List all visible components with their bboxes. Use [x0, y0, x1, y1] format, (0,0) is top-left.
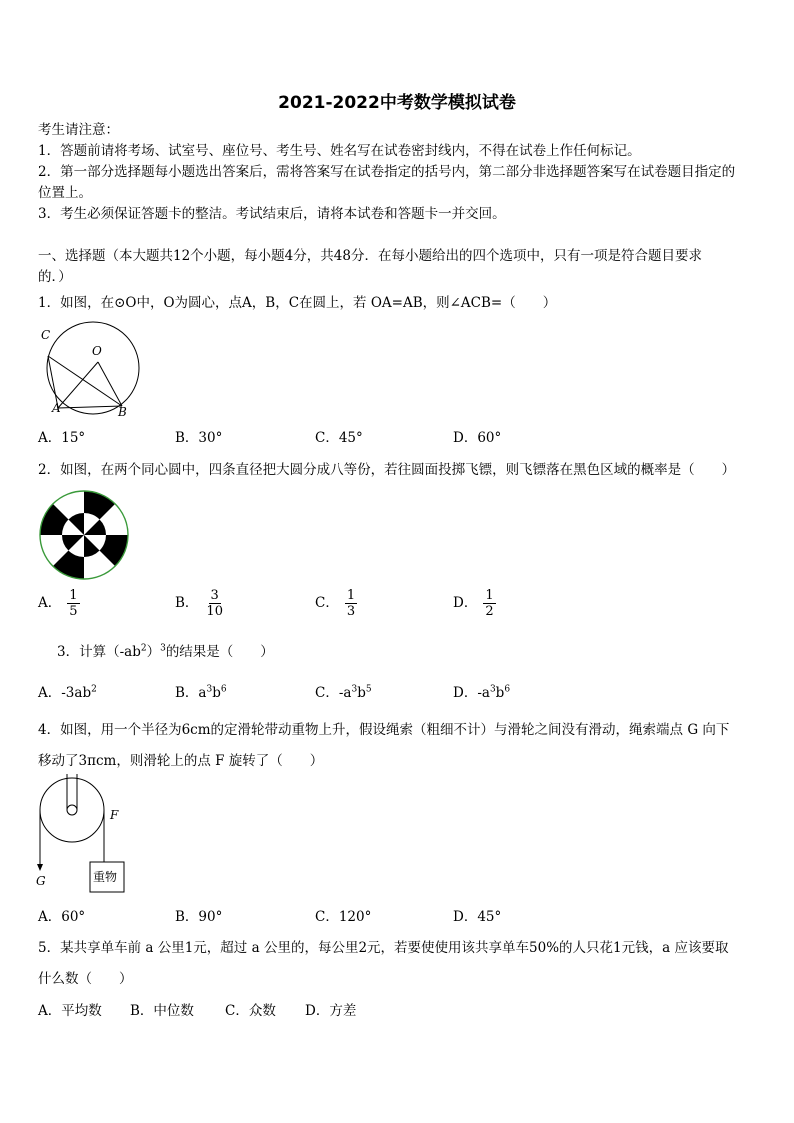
q5-option-d: D．方差: [305, 1003, 357, 1019]
notice-line-4: 3．考生必须保证答题卡的整洁。考试结束后，请将本试卷和答题卡一并交回。: [38, 206, 506, 222]
question-5-line-2: 什么数（ ）: [38, 971, 133, 987]
section1-line-1: 一、选择题（本大题共12个小题，每小题4分，共48分．在每小题给出的四个选项中，只有一项是符合题目要求: [38, 248, 702, 264]
q1-option-d: D．60°: [453, 430, 502, 446]
notice-heading: 考生请注意：: [38, 122, 119, 138]
q2-option-a: A． $\frac{1}{5}$: [38, 588, 78, 619]
q4-pulley-figure: [34, 772, 130, 898]
q3-option-b: B．$a^3b^6$: [175, 684, 227, 701]
q1-label-a: A: [52, 401, 61, 415]
q1-option-c: C．45°: [315, 430, 363, 446]
q4-label-f: F: [110, 808, 119, 822]
q3-option-d: D．$-a^3b^6$: [453, 684, 511, 701]
q2-option-c: C． $\frac{1}{3}$: [315, 588, 356, 619]
q5-option-c: C．众数: [225, 1003, 276, 1019]
q4-option-b: B．90°: [175, 909, 223, 925]
notice-line-1: 1．答题前请将考场、试室号、座位号、考生号、姓名写在试卷密封线内，不得在试卷上作任何标记。: [38, 143, 641, 159]
question-1-text: 1．如图，在⊙O中，O为圆心，点A，B，C在圆上，若 OA=AB，则∠ACB=（ ）: [38, 295, 557, 311]
q1-label-o: O: [92, 344, 102, 358]
notice-line-3: 位置上。: [38, 185, 92, 201]
q1-option-b: B．30°: [175, 430, 223, 446]
q4-weight-label: 重物: [93, 870, 118, 884]
q3-option-a: A．$-3ab^2$: [38, 684, 97, 701]
q4-label-g: G: [36, 874, 46, 888]
q4-option-d: D．45°: [453, 909, 502, 925]
q3-option-c: C．$-a^3b^5$: [315, 684, 372, 701]
q5-option-a: A．平均数: [38, 1003, 102, 1019]
question-2-text: 2．如图，在两个同心圆中，四条直径把大圆分成八等份，若往圆面投掷飞镖，则飞镖落在黑色区域的概率是（ ）: [38, 462, 736, 478]
page-title: 2021-2022中考数学模拟试卷: [278, 93, 516, 113]
q4-option-a: A．60°: [38, 909, 86, 925]
q2-target-figure: [36, 488, 132, 582]
q5-option-b: B．中位数: [130, 1003, 194, 1019]
section1-line-2: 的．）: [38, 269, 72, 285]
q1-label-c: C: [41, 328, 51, 342]
q1-circle-figure: [36, 318, 150, 422]
question-3-text: 3．计算$(-ab^2)^3$的结果是（ ）: [57, 643, 274, 660]
notice-line-2: 2．第一部分选择题每小题选出答案后，需将答案写在试卷指定的括号内，第二部分非选择题答案写在试卷题目指定的: [38, 164, 736, 180]
q4-option-c: C．120°: [315, 909, 372, 925]
q2-option-b: B． $\frac{3}{10}$: [175, 588, 223, 619]
q1-label-b: B: [118, 405, 127, 419]
question-4-line-1: 4．如图，用一个半径为6cm的定滑轮带动重物上升，假设绳索（粗细不计）与滑轮之间没有滑动，绳索端点 G 向下: [38, 722, 730, 738]
q2-option-d: D． $\frac{1}{2}$: [453, 588, 494, 619]
question-5-line-1: 5．某共享单车前 a 公里1元，超过 a 公里的，每公里2元，若要使使用该共享单车50%的人只花1元钱，a 应该要取: [38, 940, 729, 956]
question-4-line-2: 移动了3πcm，则滑轮上的点 F 旋转了（ ）: [38, 753, 324, 769]
q1-option-a: A．15°: [38, 430, 86, 446]
